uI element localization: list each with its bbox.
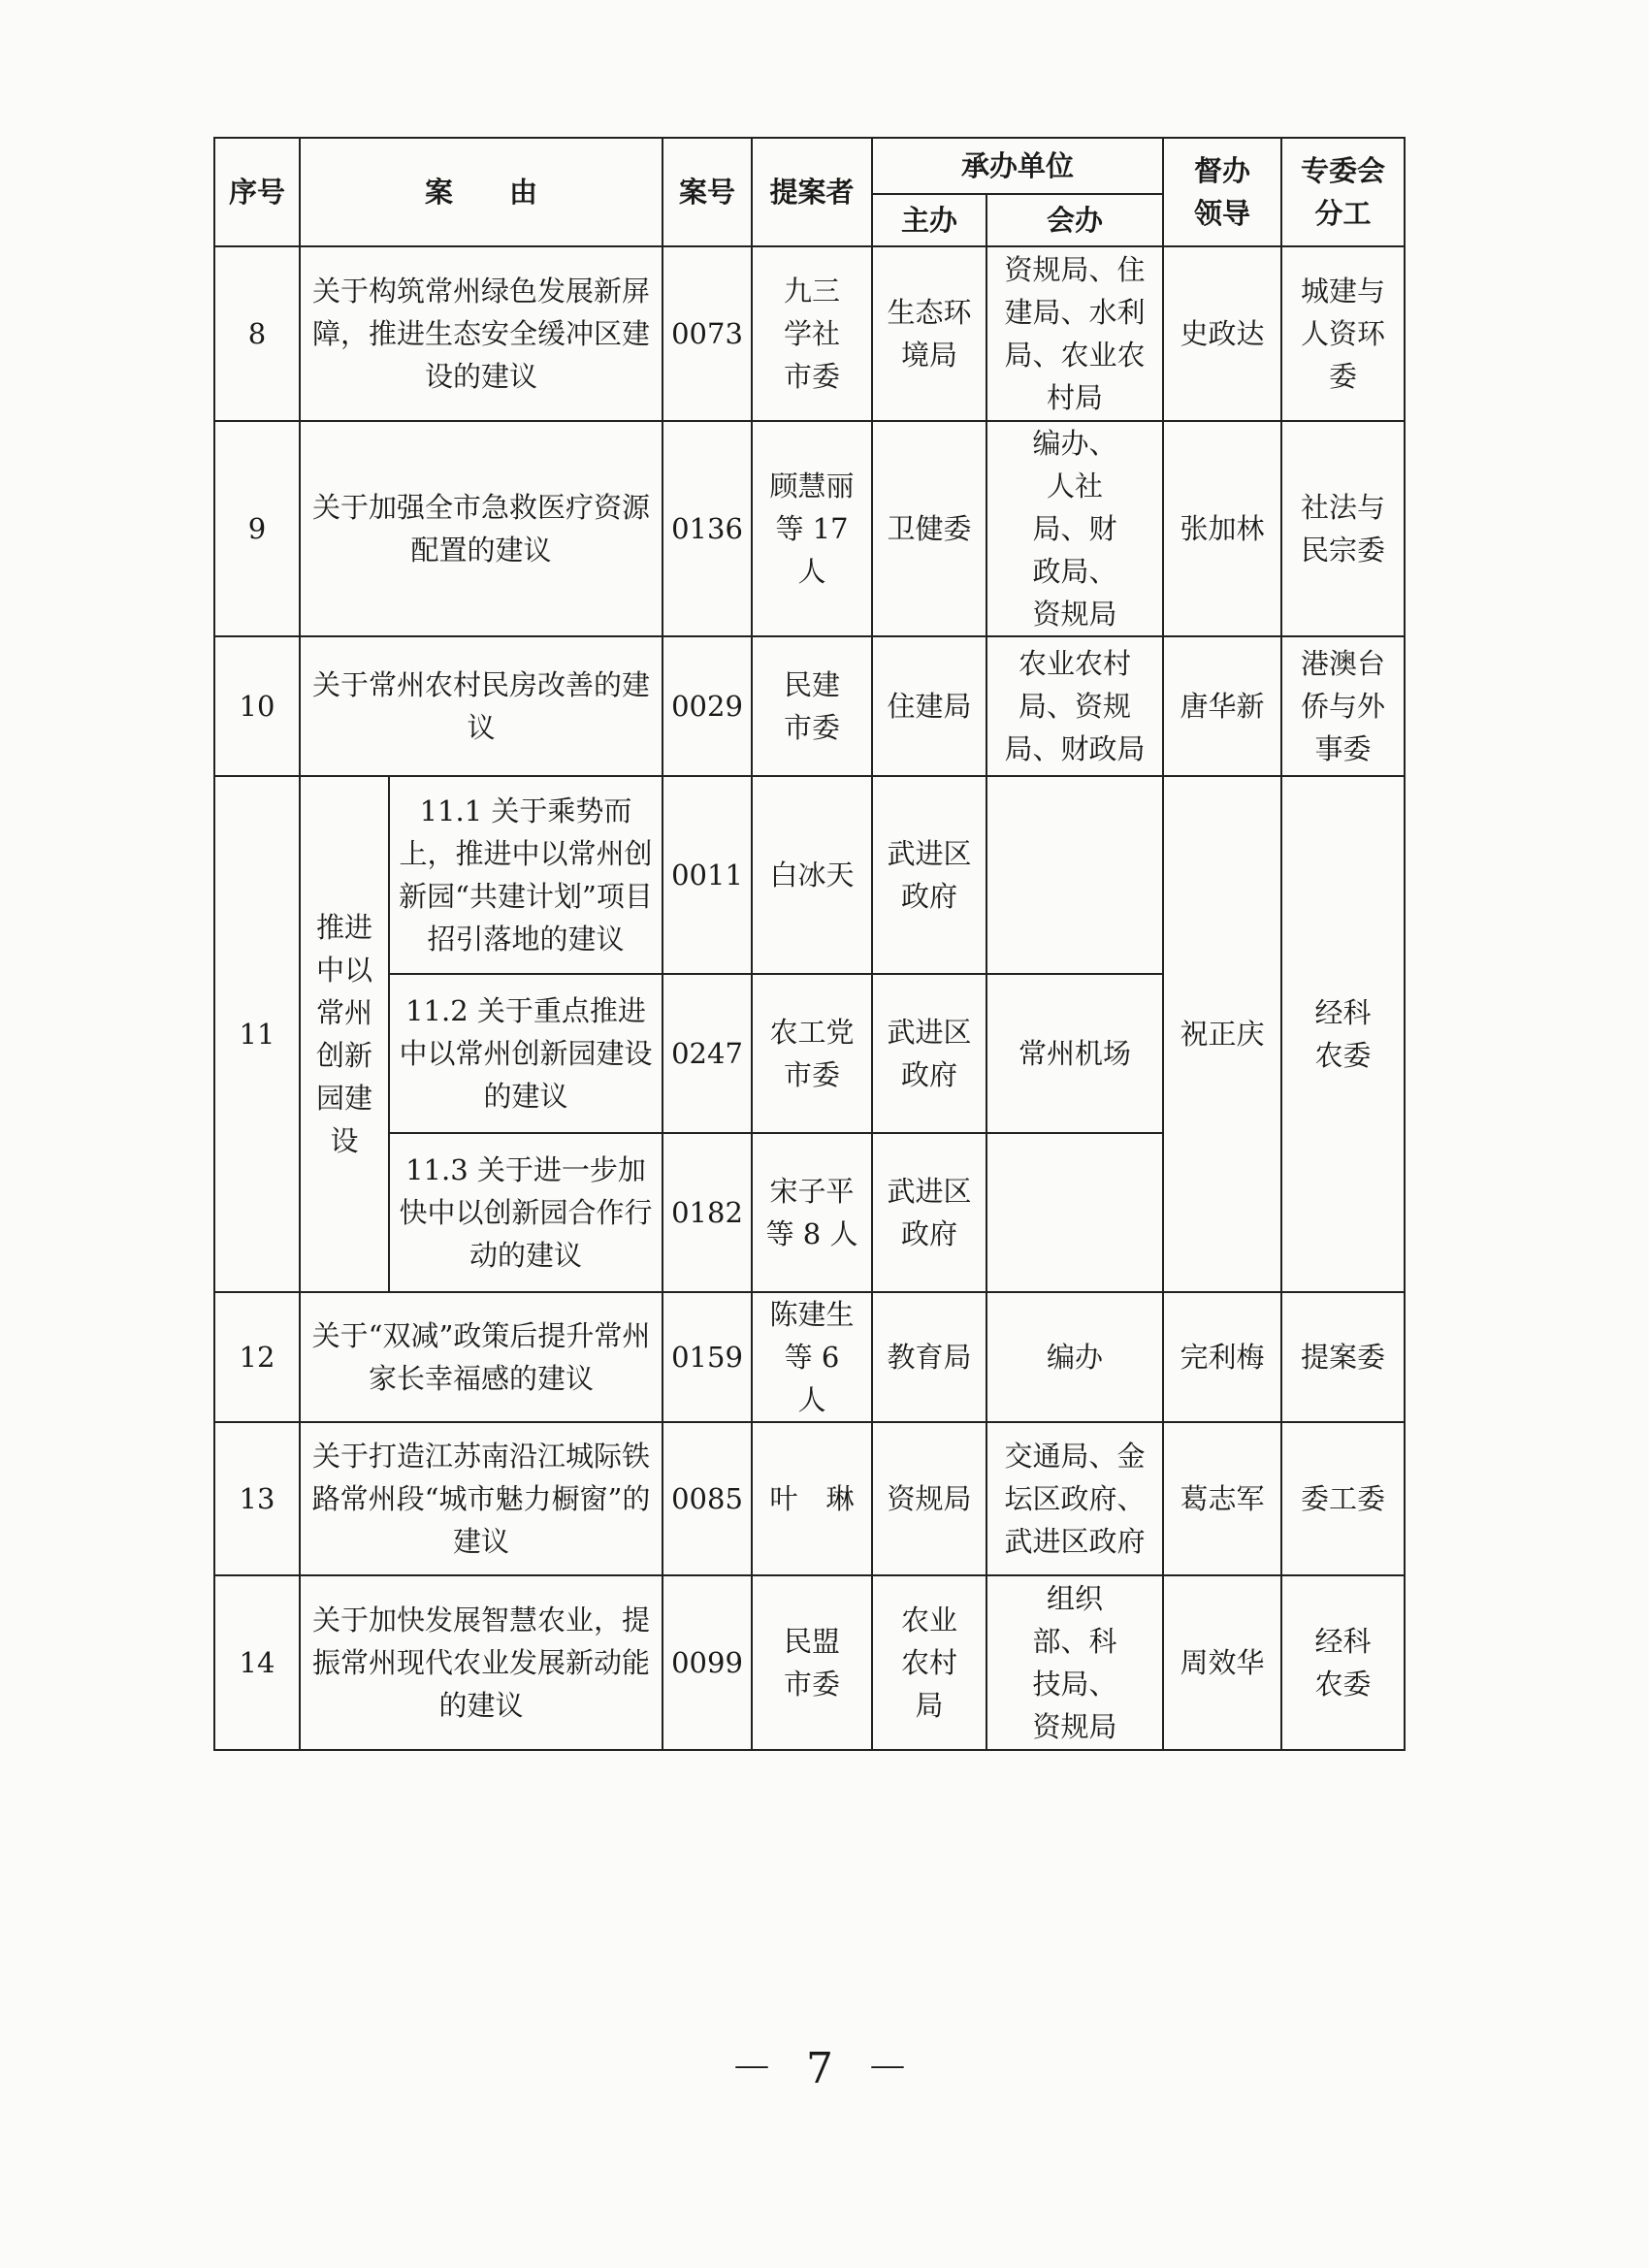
- header-handling-units: 承办单位: [872, 138, 1163, 194]
- row-assist: 农业农村局、资规局、财政局: [986, 636, 1163, 776]
- table-row: [214, 636, 1405, 776]
- table-row: [214, 246, 1405, 421]
- table-row: [214, 421, 1405, 636]
- sub-assist: [986, 776, 1163, 974]
- row-case-no: 0136: [663, 421, 752, 636]
- sub-assist: [986, 1133, 1163, 1292]
- row-committee: 提案委: [1281, 1292, 1405, 1422]
- header-seq: 序号: [214, 138, 300, 246]
- table-row: [214, 1575, 1405, 1750]
- row-committee: 城建与人资环委: [1281, 246, 1405, 421]
- sub-main: 武进区政府: [872, 776, 986, 974]
- row-main: 住建局: [872, 636, 986, 776]
- row-main: 生态环境局: [872, 246, 986, 421]
- sub-proposer: 白冰天: [752, 776, 872, 974]
- sub-reason: 11.3 关于进一步加快中以创新园合作行动的建议: [389, 1133, 663, 1292]
- header-main: 主办: [872, 194, 986, 246]
- row-seq: 13: [214, 1422, 300, 1575]
- row-supervisor: 葛志军: [1163, 1422, 1281, 1575]
- row-assist: 交通局、金坛区政府、武进区政府: [986, 1422, 1163, 1575]
- row-reason: 关于加快发展智慧农业，提振常州现代农业发展新动能的建议: [300, 1575, 663, 1750]
- row-case-no: 0159: [663, 1292, 752, 1422]
- row-supervisor: 史政达: [1163, 246, 1281, 421]
- row-seq: 10: [214, 636, 300, 776]
- header-case-no: 案号: [663, 138, 752, 246]
- header-assist: 会办: [986, 194, 1163, 246]
- sub-proposer: 农工党市委: [752, 974, 872, 1133]
- row-assist: 编办: [986, 1292, 1163, 1422]
- sub-case-no: 0182: [663, 1133, 752, 1292]
- row-seq: 12: [214, 1292, 300, 1422]
- row-assist: 编办、人社局、财政局、资规局: [986, 421, 1163, 636]
- row-case-no: 0085: [663, 1422, 752, 1575]
- row-reason: 关于“双减”政策后提升常州家长幸福感的建议: [300, 1292, 663, 1422]
- sub-case-no: 0011: [663, 776, 752, 974]
- row-supervisor: 周效华: [1163, 1575, 1281, 1750]
- table-row: [214, 1292, 1405, 1422]
- header-committee: 专委会分工: [1281, 138, 1405, 246]
- row-proposer: 民建市委: [752, 636, 872, 776]
- sub-main: 武进区政府: [872, 1133, 986, 1292]
- row-proposer: 陈建生等 6 人: [752, 1292, 872, 1422]
- row-reason: 关于打造江苏南沿江城际铁路常州段“城市魅力橱窗”的建议: [300, 1422, 663, 1575]
- header-proposer: 提案者: [752, 138, 872, 246]
- row-main: 卫健委: [872, 421, 986, 636]
- sub-reason: 11.1 关于乘势而上，推进中以常州创新园“共建计划”项目招引落地的建议: [389, 776, 663, 974]
- row-seq: 9: [214, 421, 300, 636]
- proposal-assignment-table: [213, 137, 1406, 1751]
- row-proposer: 顾慧丽等 17 人: [752, 421, 872, 636]
- row-case-no: 0073: [663, 246, 752, 421]
- row-main: 农业农村局: [872, 1575, 986, 1750]
- group-committee: 经科农委: [1281, 776, 1405, 1292]
- header-supervisor: 督办领导: [1163, 138, 1281, 246]
- row-committee: 委工委: [1281, 1422, 1405, 1575]
- row-main: 资规局: [872, 1422, 986, 1575]
- row-proposer: 民盟市委: [752, 1575, 872, 1750]
- row-seq: 11: [214, 776, 300, 1292]
- row-seq: 14: [214, 1575, 300, 1750]
- row-reason: 关于加强全市急救医疗资源配置的建议: [300, 421, 663, 636]
- group-title: 推进中以常州创新园建设: [300, 776, 389, 1292]
- table-header-row: [214, 138, 1405, 194]
- row-proposer: 叶 琳: [752, 1422, 872, 1575]
- row-proposer: 九三学社市委: [752, 246, 872, 421]
- row-seq: 8: [214, 246, 300, 421]
- row-supervisor: 张加林: [1163, 421, 1281, 636]
- page-number: － 7 －: [730, 2044, 919, 2093]
- row-main: 教育局: [872, 1292, 986, 1422]
- table-row-group-11: [214, 776, 1405, 974]
- row-case-no: 0099: [663, 1575, 752, 1750]
- row-case-no: 0029: [663, 636, 752, 776]
- sub-reason: 11.2 关于重点推进中以常州创新园建设的建议: [389, 974, 663, 1133]
- sub-case-no: 0247: [663, 974, 752, 1133]
- row-assist: 组织部、科技局、资规局: [986, 1575, 1163, 1750]
- row-committee: 港澳台侨与外事委: [1281, 636, 1405, 776]
- sub-assist: 常州机场: [986, 974, 1163, 1133]
- row-supervisor: 完利梅: [1163, 1292, 1281, 1422]
- row-assist: 资规局、住建局、水利局、农业农村局: [986, 246, 1163, 421]
- sub-main: 武进区政府: [872, 974, 986, 1133]
- row-committee: 社法与民宗委: [1281, 421, 1405, 636]
- sub-proposer: 宋子平等 8 人: [752, 1133, 872, 1292]
- row-reason: 关于常州农村民房改善的建议: [300, 636, 663, 776]
- row-reason: 关于构筑常州绿色发展新屏障，推进生态安全缓冲区建设的建议: [300, 246, 663, 421]
- group-supervisor: 祝正庆: [1163, 776, 1281, 1292]
- table-row: [214, 1422, 1405, 1575]
- row-committee: 经科农委: [1281, 1575, 1405, 1750]
- row-supervisor: 唐华新: [1163, 636, 1281, 776]
- header-reason: 案 由: [300, 138, 663, 246]
